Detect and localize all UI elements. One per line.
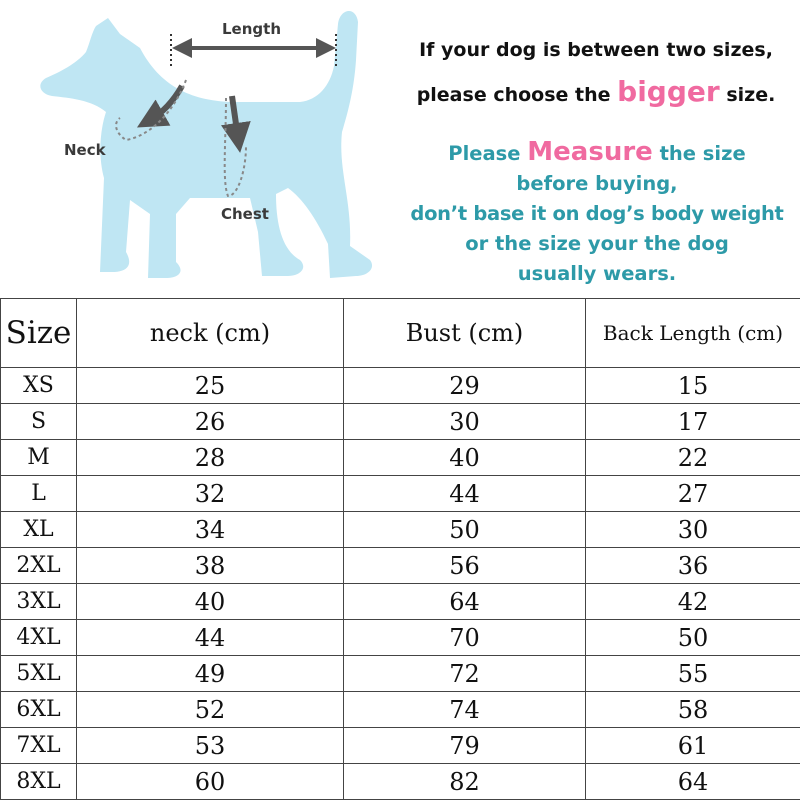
- cell-bust: 56: [344, 548, 586, 584]
- measure-line-2: before buying,: [516, 172, 678, 195]
- cell-back-length: 50: [586, 620, 800, 656]
- cell-size: 6XL: [1, 692, 77, 728]
- cell-neck: 49: [77, 656, 344, 692]
- size-chart: [0, 298, 800, 800]
- cell-size: 7XL: [1, 728, 77, 764]
- advice-line-1: If your dog is between two sizes,: [419, 39, 773, 61]
- measure-line-5: usually wears.: [517, 262, 677, 285]
- cell-neck: 32: [77, 476, 344, 512]
- dog-diagram: [0, 0, 400, 298]
- header-section: [0, 0, 800, 298]
- cell-neck: 60: [77, 764, 344, 800]
- table-row: [1, 404, 800, 440]
- cell-size: XS: [1, 368, 77, 404]
- table-row: [1, 692, 800, 728]
- table-row: [1, 584, 800, 620]
- measure-line-1: Please Measure the size: [448, 137, 746, 167]
- table-row: [1, 764, 800, 800]
- cell-bust: 44: [344, 476, 586, 512]
- cell-size: XL: [1, 512, 77, 548]
- cell-neck: 28: [77, 440, 344, 476]
- cell-back-length: 55: [586, 656, 800, 692]
- cell-back-length: 27: [586, 476, 800, 512]
- cell-bust: 29: [344, 368, 586, 404]
- header-size: Size: [1, 299, 77, 368]
- cell-bust: 40: [344, 440, 586, 476]
- table-row: [1, 368, 800, 404]
- cell-back-length: 36: [586, 548, 800, 584]
- length-label: Length: [222, 20, 281, 38]
- cell-back-length: 30: [586, 512, 800, 548]
- chest-label: Chest: [221, 205, 269, 223]
- neck-label: Neck: [64, 141, 106, 159]
- cell-back-length: 42: [586, 584, 800, 620]
- cell-size: 8XL: [1, 764, 77, 800]
- cell-bust: 72: [344, 656, 586, 692]
- table-row: [1, 512, 800, 548]
- measure-line-4: or the size your the dog: [465, 232, 729, 255]
- cell-neck: 25: [77, 368, 344, 404]
- cell-bust: 50: [344, 512, 586, 548]
- table-row: [1, 728, 800, 764]
- bigger-highlight: bigger: [617, 75, 720, 108]
- cell-size: 3XL: [1, 584, 77, 620]
- cell-size: 4XL: [1, 620, 77, 656]
- table-row: [1, 656, 800, 692]
- header-neck: neck (cm): [77, 299, 344, 368]
- cell-back-length: 15: [586, 368, 800, 404]
- measure-highlight: Measure: [527, 137, 653, 167]
- table-row: [1, 548, 800, 584]
- cell-back-length: 64: [586, 764, 800, 800]
- cell-bust: 79: [344, 728, 586, 764]
- table-header-row: [1, 299, 800, 368]
- size-table: [0, 298, 800, 800]
- cell-size: 5XL: [1, 656, 77, 692]
- measure-advice: [400, 137, 794, 289]
- header-bust: Bust (cm): [344, 299, 586, 368]
- size-advice: [400, 30, 792, 116]
- cell-neck: 34: [77, 512, 344, 548]
- cell-neck: 52: [77, 692, 344, 728]
- cell-bust: 82: [344, 764, 586, 800]
- cell-bust: 70: [344, 620, 586, 656]
- cell-back-length: 17: [586, 404, 800, 440]
- cell-bust: 30: [344, 404, 586, 440]
- cell-neck: 26: [77, 404, 344, 440]
- advice-line-2: please choose the bigger size.: [416, 75, 776, 108]
- cell-back-length: 58: [586, 692, 800, 728]
- cell-size: S: [1, 404, 77, 440]
- table-row: [1, 620, 800, 656]
- table-row: [1, 476, 800, 512]
- table-row: [1, 440, 800, 476]
- cell-back-length: 22: [586, 440, 800, 476]
- measure-line-3: don’t base it on dog’s body weight: [410, 202, 784, 225]
- cell-bust: 74: [344, 692, 586, 728]
- cell-size: L: [1, 476, 77, 512]
- cell-neck: 53: [77, 728, 344, 764]
- cell-back-length: 61: [586, 728, 800, 764]
- cell-size: 2XL: [1, 548, 77, 584]
- cell-bust: 64: [344, 584, 586, 620]
- cell-neck: 44: [77, 620, 344, 656]
- cell-neck: 38: [77, 548, 344, 584]
- header-back-length: Back Length (cm): [586, 299, 800, 368]
- cell-size: M: [1, 440, 77, 476]
- cell-neck: 40: [77, 584, 344, 620]
